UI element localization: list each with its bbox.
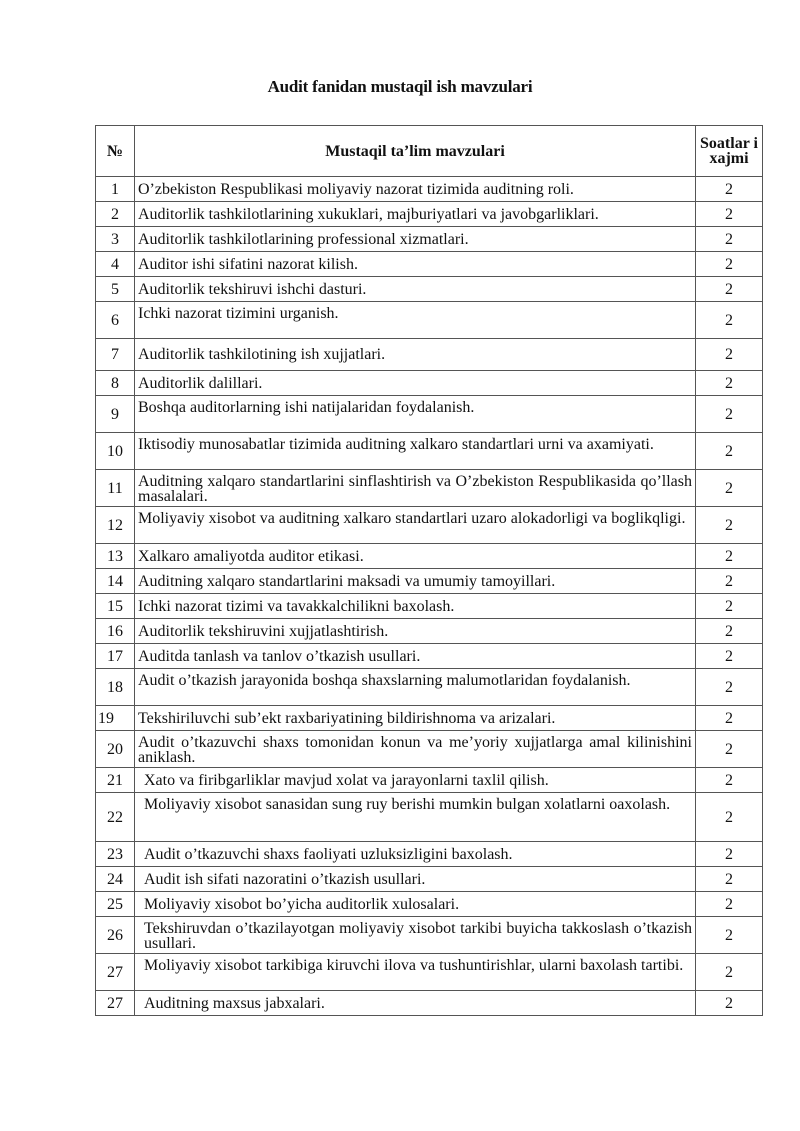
row-topic: Boshqa auditorlarning ishi natijalaridan foydalanish.	[135, 396, 696, 433]
row-hours: 2	[696, 470, 763, 507]
row-number: 8	[96, 371, 135, 396]
row-number: 3	[96, 227, 135, 252]
row-number: 26	[96, 917, 135, 954]
row-number: 20	[96, 731, 135, 768]
row-number: 18	[96, 669, 135, 706]
table-row	[96, 507, 763, 544]
row-topic: Auditorlik tashkilotlarining xukuklari, majburiyatlari va javobgarliklari.	[135, 202, 696, 227]
table-row	[96, 371, 763, 396]
table-row	[96, 470, 763, 507]
row-number: 16	[96, 619, 135, 644]
row-topic: Auditning xalqaro standartlarini sinflashtirish va O’zbekiston Respublikasida qo’llash masalalari.	[135, 470, 696, 507]
row-hours: 2	[696, 917, 763, 954]
table-row	[96, 991, 763, 1016]
header-number: №	[96, 126, 135, 177]
row-number: 5	[96, 277, 135, 302]
table-row	[96, 396, 763, 433]
row-hours: 2	[696, 594, 763, 619]
row-topic: Audit o’tkazuvchi shaxs faoliyati uzluksizligini baxolash.	[135, 842, 696, 867]
row-topic: Moliyaviy xisobot bo’yicha auditorlik xulosalari.	[135, 892, 696, 917]
table-row	[96, 252, 763, 277]
row-hours: 2	[696, 731, 763, 768]
table-row	[96, 892, 763, 917]
row-topic: Audit ish sifati nazoratini o’tkazish usullari.	[135, 867, 696, 892]
row-hours: 2	[696, 569, 763, 594]
row-number: 14	[96, 569, 135, 594]
row-topic: Audit o’tkazuvchi shaxs tomonidan konun va me’yoriy xujjatlarga amal kilinishini aniklash.	[135, 731, 696, 768]
row-hours: 2	[696, 544, 763, 569]
row-hours: 2	[696, 954, 763, 991]
row-hours: 2	[696, 768, 763, 793]
table-row	[96, 594, 763, 619]
table-row	[96, 177, 763, 202]
row-hours: 2	[696, 991, 763, 1016]
row-topic: Tekshiruvdan o’tkazilayotgan moliyaviy xisobot tarkibi buyicha takkoslash o’tkazish usullari.	[135, 917, 696, 954]
row-hours: 2	[696, 371, 763, 396]
row-hours: 2	[696, 669, 763, 706]
row-number: 22	[96, 793, 135, 842]
row-hours: 2	[696, 202, 763, 227]
row-number: 11	[96, 470, 135, 507]
row-hours: 2	[696, 177, 763, 202]
row-hours: 2	[696, 277, 763, 302]
row-topic: Iktisodiy munosabatlar tizimida auditning xalkaro standartlari urni va axamiyati.	[135, 433, 696, 470]
table-row	[96, 544, 763, 569]
row-topic: Audit o’tkazish jarayonida boshqa shaxslarning malumotlaridan foydalanish.	[135, 669, 696, 706]
table-row	[96, 867, 763, 892]
table-row	[96, 202, 763, 227]
header-topic: Mustaqil ta’lim mavzulari	[135, 126, 696, 177]
table-row	[96, 277, 763, 302]
row-number: 4	[96, 252, 135, 277]
row-hours: 2	[696, 302, 763, 339]
row-hours: 2	[696, 644, 763, 669]
table-header-row	[96, 126, 763, 177]
row-topic: Auditorlik tekshiruvi ishchi dasturi.	[135, 277, 696, 302]
row-topic: Ichki nazorat tizimini urganish.	[135, 302, 696, 339]
row-number: 17	[96, 644, 135, 669]
row-number: 24	[96, 867, 135, 892]
row-topic: O’zbekiston Respublikasi moliyaviy nazorat tizimida auditning roli.	[135, 177, 696, 202]
table-row	[96, 302, 763, 339]
row-topic: Auditning xalqaro standartlarini maksadi va umumiy tamoyillari.	[135, 569, 696, 594]
table-row	[96, 227, 763, 252]
topics-table	[95, 125, 763, 1016]
row-topic: Moliyaviy xisobot tarkibiga kiruvchi ilova va tushuntirishlar, ularni baxolash tartibi.	[135, 954, 696, 991]
table-row	[96, 954, 763, 991]
row-topic: Tekshiriluvchi sub’ekt raxbariyatining bildirishnoma va arizalari.	[135, 706, 696, 731]
row-number: 19	[96, 706, 135, 731]
row-topic: Xato va firibgarliklar mavjud xolat va jarayonlarni taxlil qilish.	[135, 768, 696, 793]
row-number: 7	[96, 339, 135, 371]
table-row	[96, 619, 763, 644]
row-hours: 2	[696, 619, 763, 644]
header-hours: Soatlar i xajmi	[696, 126, 763, 177]
table-body	[96, 177, 763, 1016]
row-topic: Auditorlik tekshiruvini xujjatlashtirish.	[135, 619, 696, 644]
table-row	[96, 669, 763, 706]
row-number: 13	[96, 544, 135, 569]
row-hours: 2	[696, 339, 763, 371]
row-number: 25	[96, 892, 135, 917]
row-hours: 2	[696, 867, 763, 892]
row-hours: 2	[696, 793, 763, 842]
row-number: 15	[96, 594, 135, 619]
row-topic: Moliyaviy xisobot va auditning xalkaro standartlari uzaro alokadorligi va boglikqligi.	[135, 507, 696, 544]
row-topic: Xalkaro amaliyotda auditor etikasi.	[135, 544, 696, 569]
row-hours: 2	[696, 433, 763, 470]
row-hours: 2	[696, 706, 763, 731]
row-hours: 2	[696, 842, 763, 867]
table-row	[96, 842, 763, 867]
row-hours: 2	[696, 396, 763, 433]
table-row	[96, 433, 763, 470]
document-title: Audit fanidan mustaqil ish mavzulari	[267, 77, 533, 96]
row-number: 27	[96, 954, 135, 991]
row-topic: Auditorlik dalillari.	[135, 371, 696, 396]
table-row	[96, 768, 763, 793]
row-topic: Auditning maxsus jabxalari.	[135, 991, 696, 1016]
row-number: 12	[96, 507, 135, 544]
row-hours: 2	[696, 507, 763, 544]
table-row	[96, 731, 763, 768]
row-number: 1	[96, 177, 135, 202]
row-number: 9	[96, 396, 135, 433]
row-number: 27	[96, 991, 135, 1016]
table-row	[96, 917, 763, 954]
table-row	[96, 706, 763, 731]
row-topic: Auditorlik tashkilotlarining professional xizmatlari.	[135, 227, 696, 252]
row-topic: Ichki nazorat tizimi va tavakkalchilikni baxolash.	[135, 594, 696, 619]
table-row	[96, 644, 763, 669]
row-number: 2	[96, 202, 135, 227]
table-row	[96, 569, 763, 594]
row-topic: Auditda tanlash va tanlov o’tkazish usullari.	[135, 644, 696, 669]
row-number: 21	[96, 768, 135, 793]
row-hours: 2	[696, 252, 763, 277]
row-number: 10	[96, 433, 135, 470]
row-number: 23	[96, 842, 135, 867]
row-topic: Moliyaviy xisobot sanasidan sung ruy berishi mumkin bulgan xolatlarni oaxolash.	[135, 793, 696, 842]
row-hours: 2	[696, 227, 763, 252]
row-topic: Auditorlik tashkilotining ish xujjatlari.	[135, 339, 696, 371]
table-row	[96, 339, 763, 371]
row-hours: 2	[696, 892, 763, 917]
row-topic: Auditor ishi sifatini nazorat kilish.	[135, 252, 696, 277]
table-row	[96, 793, 763, 842]
row-number: 6	[96, 302, 135, 339]
